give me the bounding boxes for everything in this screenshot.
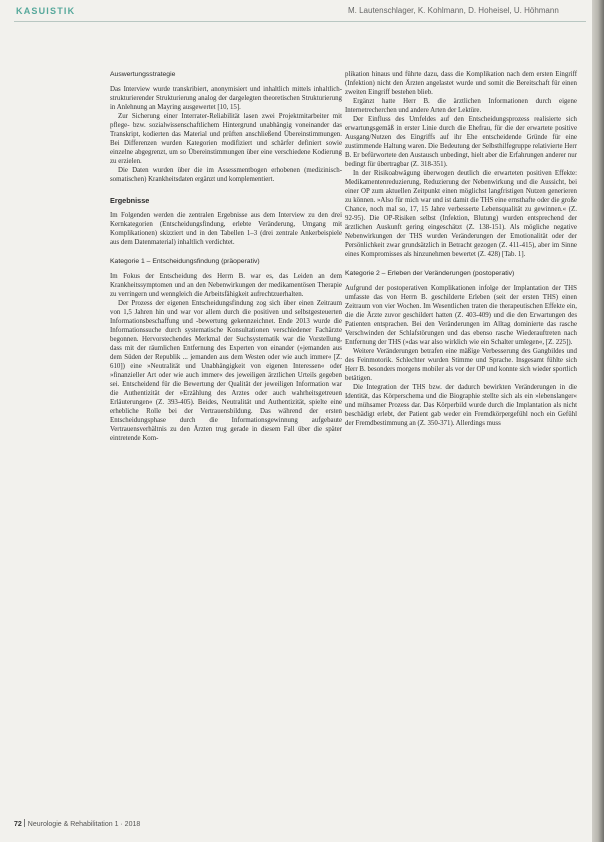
- heading-kategorie-1: Kategorie 1 – Entscheidungsfindung (präoperativ): [110, 258, 260, 265]
- paragraph: Die Integration der THS bzw. der dadurch bewirkten Veränderungen in die Identität, das Körperschema und die Biographie stellte sich als ein »lebenslanger« und mühsamer Prozess dar. Das Körperbild wurde durch die Implantation als nicht beschädigt erlebt, der Patient gab weder ein Fremdkörpergefühl noch ein Gefühl der Fremdbestimmung an (Z. 350-371). Allerdings muss: [345, 384, 577, 427]
- paragraph: Der Einfluss des Umfeldes auf den Entscheidungsprozess realisierte sich erwartungsgemäß in erster Linie durch die Ehefrau, für die der erwartete positive Ausgang/Nutzen des Eingriffs auf ihr Ehe entscheidende Gründe für eine zustimmende Haltung waren. Die Bedeutung der Selbsthilfegruppe relativierte Herr B. Er befürwortete den Austausch unbedingt, hielt aber die Erfahrungen anderer nur bedingt für übertragbar (Z. 318-351).: [345, 116, 577, 168]
- section-rubric: KASUISTIK: [16, 6, 76, 16]
- heading-ergebnisse: Ergebnisse: [110, 196, 150, 205]
- paragraph: Aufgrund der postoperativen Komplikationen infolge der Implantation der THS umfasste das von Herrn B. geschilderte Erleben (seit der ersten THS) einen Zeitraum von vier Wochen. Im Wesentlichen traten die therapeutischen Effekte ein, die die Ärzte zuvor geschildert hatten (Z. 403-409) und die den Erwartungen des Patienten entsprachen. Bei den Veränderungen im Alltag dominierte das rasche Verschwinden der Schlafstörungen und das ebenso rasche Wiederauftreten nach Entfernung der THS (»das war also wirklich wie ein Schalter umlegen«, [Z. 225]).: [345, 285, 577, 346]
- header-rule: [14, 21, 586, 22]
- journal-name: Neurologie & Rehabilitation 1 · 2018: [27, 821, 141, 828]
- heading-kategorie-2: Kategorie 2 – Erleben der Veränderungen (postoperativ): [345, 270, 515, 277]
- page-edge-shadow: [592, 0, 604, 842]
- right-column: [345, 70, 577, 428]
- footer-divider: [24, 819, 25, 827]
- paragraph: Die Daten wurden über die im Assessmentbogen erhobenen (medizinisch-somatischen) Krankheitsdaten ergänzt und komplementiert.: [110, 167, 342, 183]
- paragraph: Im Fokus der Entscheidung des Herrn B. war es, das Leiden an dem Krankheitssymptomen und an den Nebenwirkungen der medikamentösen Therapie zu verringern und wenngleich die Arbeitsfähigkeit aufrechtzuerhalten.: [110, 273, 342, 298]
- paragraph: Ergänzt hatte Herr B. die ärztlichen Informationen durch eigene Internetrecherchen und andere Arten der Lektüre.: [345, 98, 577, 114]
- paragraph: Weitere Veränderungen betrafen eine mäßige Verbesserung des Gangbildes und des Feinmotorik. Schlechter wurden Stimme und Sprache. Insgesamt fühlte sich Herr B. besonders morgens mobiler als vor der OP und konnte sich wieder sportlich betätigen.: [345, 348, 577, 382]
- left-column: [110, 70, 342, 443]
- paragraph: Im Folgenden werden die zentralen Ergebnisse aus dem Interview zu den drei Kernkategorien (Entscheidungsfindung, erlebte Veränderung, Umgang mit Komplikationen) skizziert und in den Tabellen 1–3 (drei zentrale Ankerbeispiele aus dem Datenmaterial) inhaltlich verdichtet.: [110, 212, 342, 246]
- paragraph: In der Risikoabwägung überwogen deutlich die erwarteten positiven Effekte: Medikamentenreduzierung, Reduzierung der Nebenwirkung und die Aussicht, bei einer OP zum aktuellen Zeitpunkt einen möglichst langfristigen Nutzen generieren zu können. »Also für mich war und ist damit die THS eine ernsthafte oder die große Chance, noch mal so, 17, 15 Jahre verbesserte Lebensqualität zu gewinnen.« (Z. 92-95). Die OP-Risiken selbst (Infektion, Blutung) wurden entsprechend der ärztlichen Auskunft gering eingeschätzt (Z. 138-151). Als mögliche negative Nebenwirkungen der THS wurden Veränderungen der Emotionalität oder der Persönlichkeit zwar grundsätzlich in Betracht gezogen (Z. 411-415), aber im Sinne eines Kompromisses als hinzunehmen bewertet (Z. 428) [Tab. 1].: [345, 170, 577, 258]
- paragraph: plikation hinaus und führte dazu, dass die Komplikation nach dem ersten Eingriff (Infektion) nicht den Ärzten angelastet wurde und somit die Bereitschaft für einen zweiten Eingriff bestehen blieb.: [345, 71, 577, 96]
- heading-auswertungsstrategie: Auswertungsstrategie: [110, 71, 176, 78]
- running-header-authors: M. Lautenschlager, K. Kohlmann, D. Hoheisel, U. Höhmann: [348, 6, 559, 15]
- paragraph: Der Prozess der eigenen Entscheidungsfindung zog sich über einen Zeitraum von 1,5 Jahren hin und war vor allem durch die positiven und selbstgesteuerten Informationsbeschaffung und -bewertung gekennzeichnet. Ende 2013 wurde die Informationssuche durch systematische Konsultationen verschiedener Fachärzte begonnen. Hervorstechendes Merkmal der Suchsystematik war die Vorstellung, dass mit der räumlichen Entfernung des Experten von einander (»jemanden aus dem Süden der Republik ... jemanden aus dem Westen oder wie auch immer« [Z. 610]) eine »Neutralität und Unabhängigkeit von eigenen Interessen« oder »finanzieller Art oder wie auch immer« des jeweiligen ärztlichen Urteils gegeben sei. Entscheidend für die Bewertung der Qualität der jeweiligen Information war die Authentizität der »Erzählung des Arztes oder auch wahrheitsgetreuen Erläuterungen« (Z. 393-405). Beides, Neutralität und Authentizität, spielte eine erhebliche Rolle bei der Vertrauensbildung. Das während der ersten Entscheidungsphase durch die Informationsgewinnung aufgebaute Vertrauensverhältnis zu den Ärzten trug gerade in diesem Fall über die später eintretende Kom-: [110, 300, 342, 442]
- paragraph: Das Interview wurde transkribiert, anonymisiert und inhaltlich mittels inhaltlich-strukturierender Strukturierung analog der dargelegten theoretischen Strukturierung in Anlehnung an Mayring ausgewertet [10, 15].: [110, 86, 342, 111]
- page-number: 72: [14, 821, 22, 828]
- page-footer: [14, 819, 140, 828]
- paragraph: Zur Sicherung einer Interrater-Reliabilität lasen zwei Projektmitarbeiter mit pflege- bzw. sozialwissenschaftlichem Hintergrund unabhängig voneinander das Transkript, kodierten das Material und prüften anschließend Übereinstimmungen. Bei Differenzen wurden Kategorien modifiziert und schärfer definiert sowie einzelne abgegrenzt, um so Übereinstimmungen über eine verschiedene Kodierung zu erzielen.: [110, 113, 342, 165]
